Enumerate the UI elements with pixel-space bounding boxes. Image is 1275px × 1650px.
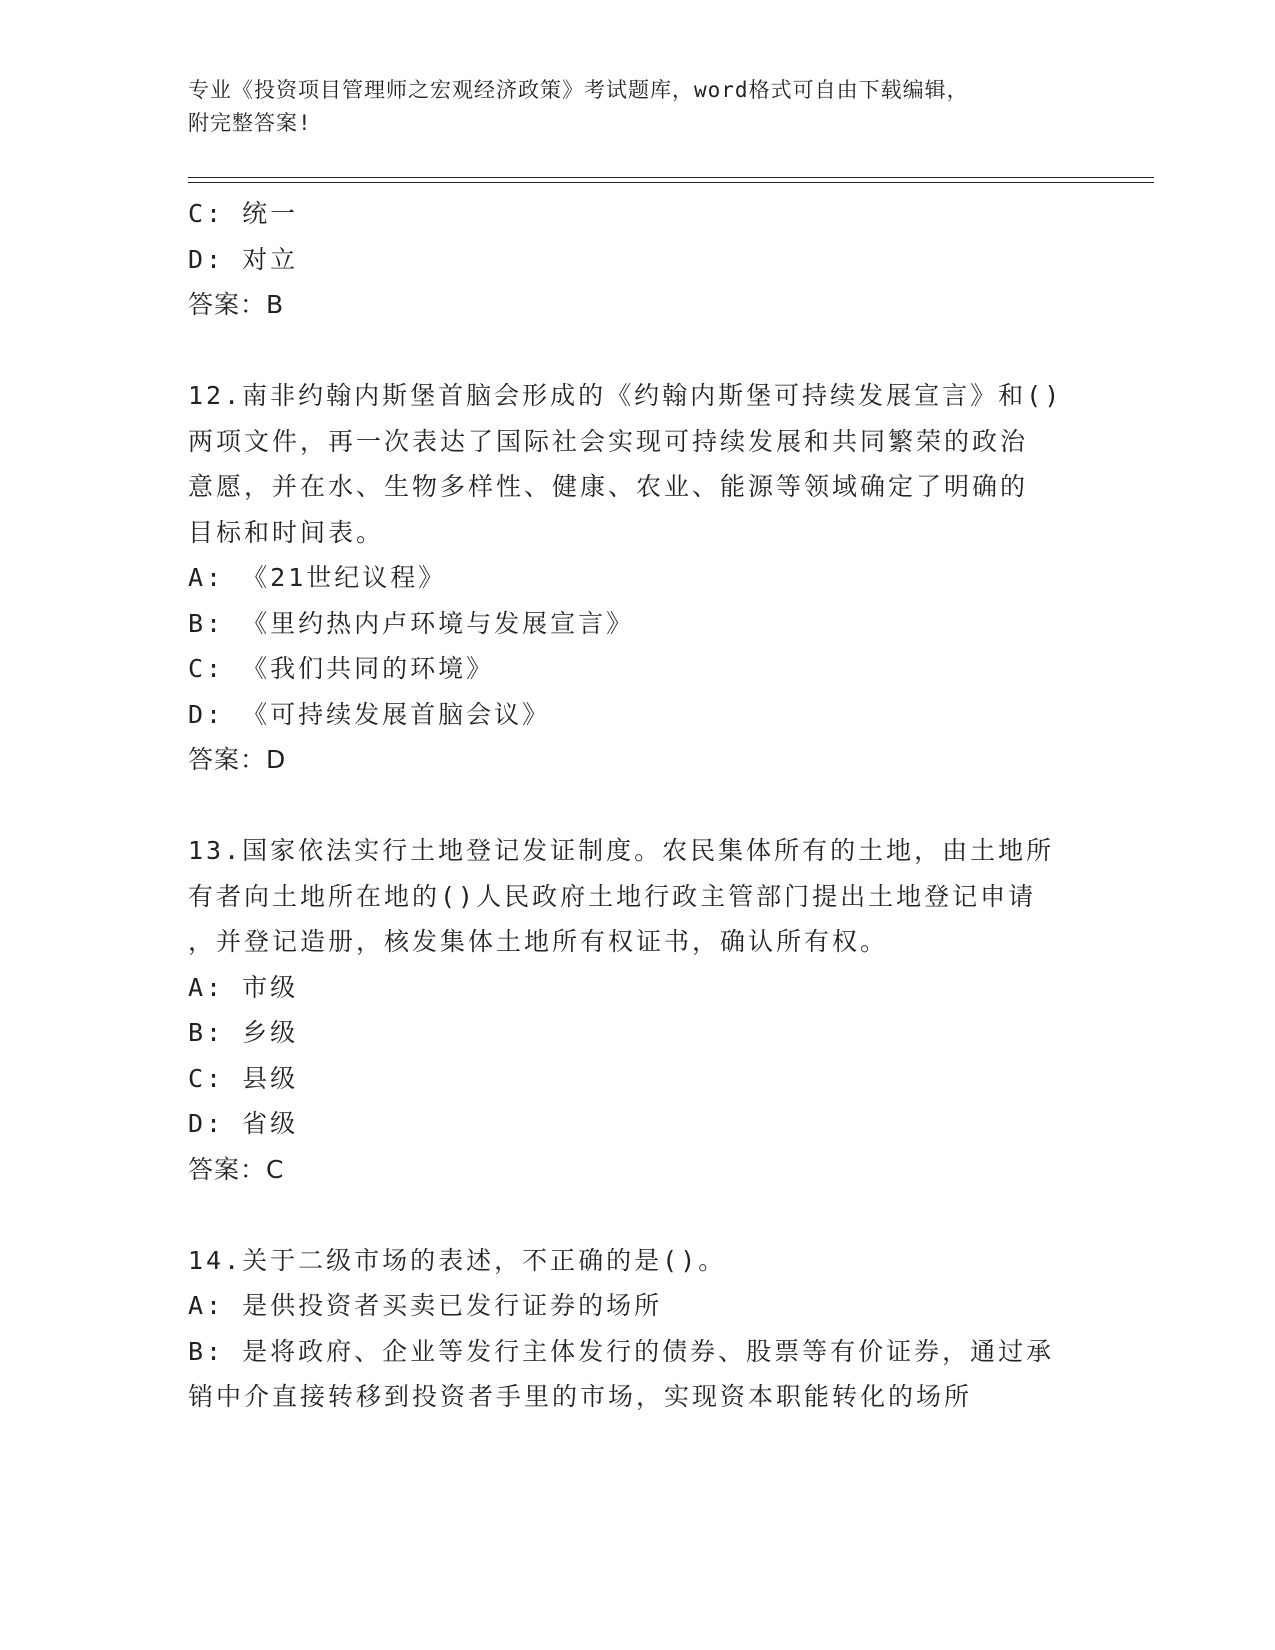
question-text-line: ，并登记造册，核发集体土地所有权证书，确认所有权。: [188, 927, 889, 956]
question-text-line: 12.南非约翰内斯堡首脑会形成的《约翰内斯堡可持续发展宣言》和(): [188, 381, 1063, 410]
answer-line: 答案：D: [188, 745, 287, 774]
question-text-line: 目标和时间表。: [188, 517, 385, 547]
option-d: D: 对立: [188, 244, 299, 274]
question-text-line: 有者向土地所在地的()人民政府土地行政主管部门提出土地登记申请: [188, 881, 1037, 911]
option-c: C: 县级: [188, 1063, 299, 1093]
header-divider-top: [188, 177, 1154, 178]
option-a: A: 市级: [188, 972, 299, 1002]
document-header: [188, 74, 1088, 140]
spacer: [188, 1192, 1088, 1238]
option-d: D: 省级: [188, 1109, 299, 1138]
spacer: [188, 783, 1088, 829]
question-14: [188, 1238, 1088, 1420]
answer-line: 答案：C: [188, 1154, 285, 1184]
option-a: A: 是供投资者买卖已发行证券的场所: [188, 1291, 663, 1320]
question-text-line: 13.国家依法实行土地登记发证制度。农民集体所有的土地，由土地所: [188, 836, 1055, 865]
option-b-continued: 销中介直接转移到投资者手里的市场，实现资本职能转化的场所: [188, 1382, 973, 1411]
question-13: [188, 828, 1088, 1192]
option-d: D: 《可持续发展首脑会议》: [188, 699, 551, 729]
option-b: B: 是将政府、企业等发行主体发行的债券、股票等有价证券，通过承: [188, 1336, 1055, 1366]
question-text-line: 两项文件，再一次表达了国际社会实现可持续发展和共同繁荣的政治: [188, 426, 1029, 456]
question-text-line: 意愿，并在水、生物多样性、健康、农业、能源等领域确定了明确的: [188, 472, 1029, 501]
question-text-line: 14.关于二级市场的表述，不正确的是()。: [188, 1245, 727, 1275]
option-b: B: 乡级: [188, 1018, 299, 1047]
header-divider-bottom: [188, 182, 1154, 183]
option-c: C: 统一: [188, 199, 299, 228]
option-a: A: 《21世纪议程》: [188, 563, 447, 592]
header-line-2: 附完整答案!: [188, 111, 312, 135]
question-11-tail: [188, 191, 1088, 328]
spacer: [188, 328, 1088, 374]
question-12: [188, 373, 1088, 783]
answer-line: 答案：B: [188, 290, 285, 319]
document-body: [188, 191, 1088, 1420]
option-c: C: 《我们共同的环境》: [188, 654, 495, 683]
header-line-1: 专业《投资项目管理师之宏观经济政策》考试题库，word格式可自由下载编辑，: [188, 78, 969, 102]
option-b: B: 《里约热内卢环境与发展宣言》: [188, 608, 635, 638]
